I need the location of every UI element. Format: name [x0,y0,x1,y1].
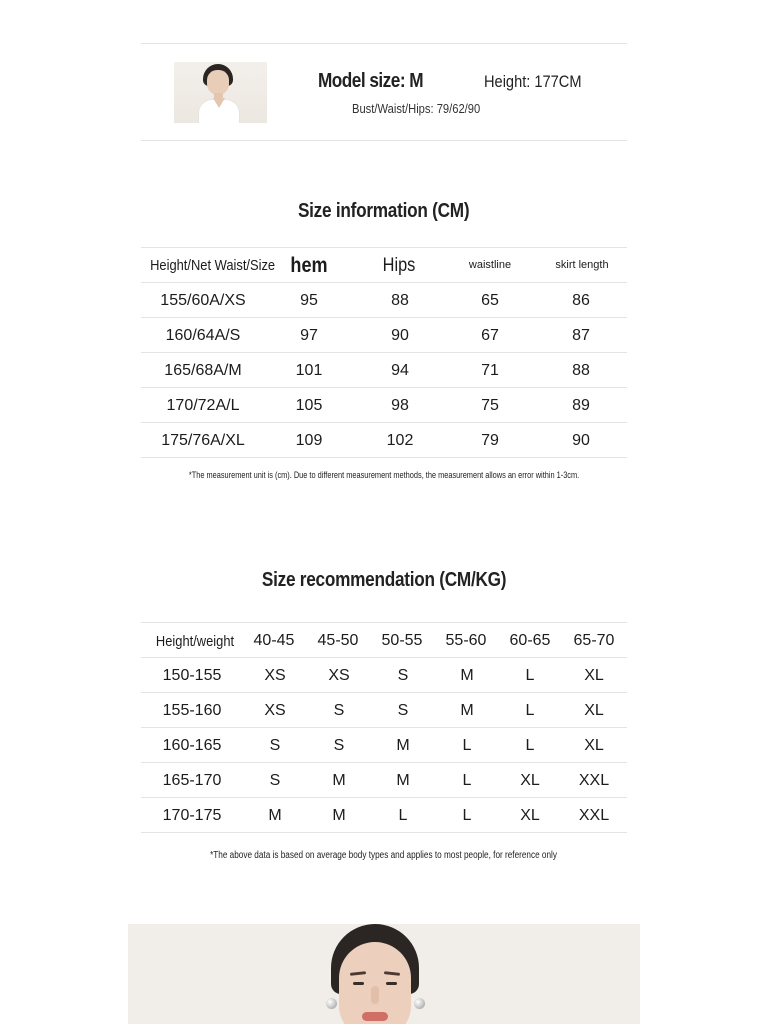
table-cell: 79 [481,432,499,449]
column-header: waistline [468,259,512,271]
table-cell: XL [584,702,604,719]
table-cell: 88 [391,292,409,309]
size-info-note: *The measurement unit is (cm). Due to different measurement methods, the measurement allows an error within 1-3cm. [188,470,580,480]
table-cell: 71 [481,362,499,379]
size-info-table [141,248,627,458]
top-divider [141,43,627,44]
column-header: Height/Net Waist/Size [150,257,276,274]
table-cell: L [462,737,472,754]
table-row [141,283,627,318]
table-cell: S [333,737,345,754]
table-row [141,658,627,693]
table-cell: XXL [578,807,610,824]
table-row [141,353,627,388]
table-cell: S [397,702,409,719]
table-cell: 175/76A/XL [161,432,245,449]
table-cell: S [333,702,345,719]
table-cell: M [268,807,282,824]
table-cell: 170-175 [162,807,222,824]
table-cell: 90 [572,432,590,449]
column-header: skirt length [555,259,609,271]
table-cell: XL [520,772,540,789]
table-cell: L [525,702,535,719]
table-row [141,318,627,353]
table-cell: S [269,737,281,754]
size-rec-table [141,623,627,833]
table-cell: 90 [391,327,409,344]
table-cell: 86 [572,292,590,309]
table-cell: XS [264,667,286,684]
column-header: 65-70 [573,632,615,649]
table-cell: XL [584,737,604,754]
table-cell: M [332,772,346,789]
table-row [141,798,627,833]
column-header: 55-60 [445,632,487,649]
table-row [141,388,627,423]
table-cell: 160-165 [162,737,222,754]
column-header: Hips [382,255,416,276]
table-cell: XXL [578,772,610,789]
table-cell: 155/60A/XS [160,292,246,309]
table-row [141,693,627,728]
table-cell: 102 [386,432,414,449]
table-cell: XS [264,702,286,719]
table-cell: 165-170 [162,772,222,789]
model-measurements: Bust/Waist/Hips: 79/62/90 [352,101,481,116]
table-cell: 109 [295,432,323,449]
table-cell: 101 [295,362,323,379]
table-cell: 65 [481,292,499,309]
table-header-row [141,623,627,658]
table-cell: XS [328,667,350,684]
table-cell: L [462,807,472,824]
table-cell: M [396,737,410,754]
table-cell: M [460,702,474,719]
table-cell: 170/72A/L [166,397,240,414]
table-cell: XL [520,807,540,824]
table-cell: 97 [300,327,318,344]
table-cell: L [525,667,535,684]
model-thumbnail [174,62,267,123]
table-header-row [141,248,627,283]
column-header: 60-65 [509,632,551,649]
table-row [141,728,627,763]
table-row [141,423,627,458]
table-cell: 105 [295,397,323,414]
table-cell: 160/64A/S [165,327,241,344]
size-rec-note: *The above data is based on average body types and applies to most people, for reference only [210,850,558,861]
table-row [141,763,627,798]
table-cell: 95 [300,292,318,309]
model-divider [141,140,627,141]
table-cell: 89 [572,397,590,414]
table-cell: L [525,737,535,754]
table-cell: M [460,667,474,684]
table-cell: S [397,667,409,684]
earring-icon [326,998,337,1009]
size-rec-title: Size recommendation (CM/KG) [261,569,507,591]
table-cell: 88 [572,362,590,379]
table-cell: L [462,772,472,789]
table-cell: M [332,807,346,824]
column-header: Height/weight [155,633,235,650]
model-height: Height: 177CM [484,72,582,91]
table-cell: 87 [572,327,590,344]
size-info-title: Size information (CM) [298,200,470,222]
table-cell: M [396,772,410,789]
column-header: 40-45 [253,632,295,649]
table-cell: 98 [391,397,409,414]
table-cell: L [398,807,408,824]
table-cell: XL [584,667,604,684]
column-header: 50-55 [381,632,423,649]
table-cell: 75 [481,397,499,414]
table-cell: 155-160 [162,702,222,719]
table-cell: 150-155 [162,667,222,684]
model-size: Model size: M [318,70,424,92]
column-header: 45-50 [317,632,359,649]
column-header: hem [290,254,328,277]
table-cell: 165/68A/M [164,362,242,379]
model-photo [128,924,640,1024]
table-cell: 94 [391,362,409,379]
table-cell: 67 [481,327,499,344]
table-cell: S [269,772,281,789]
earring-icon [414,998,425,1009]
